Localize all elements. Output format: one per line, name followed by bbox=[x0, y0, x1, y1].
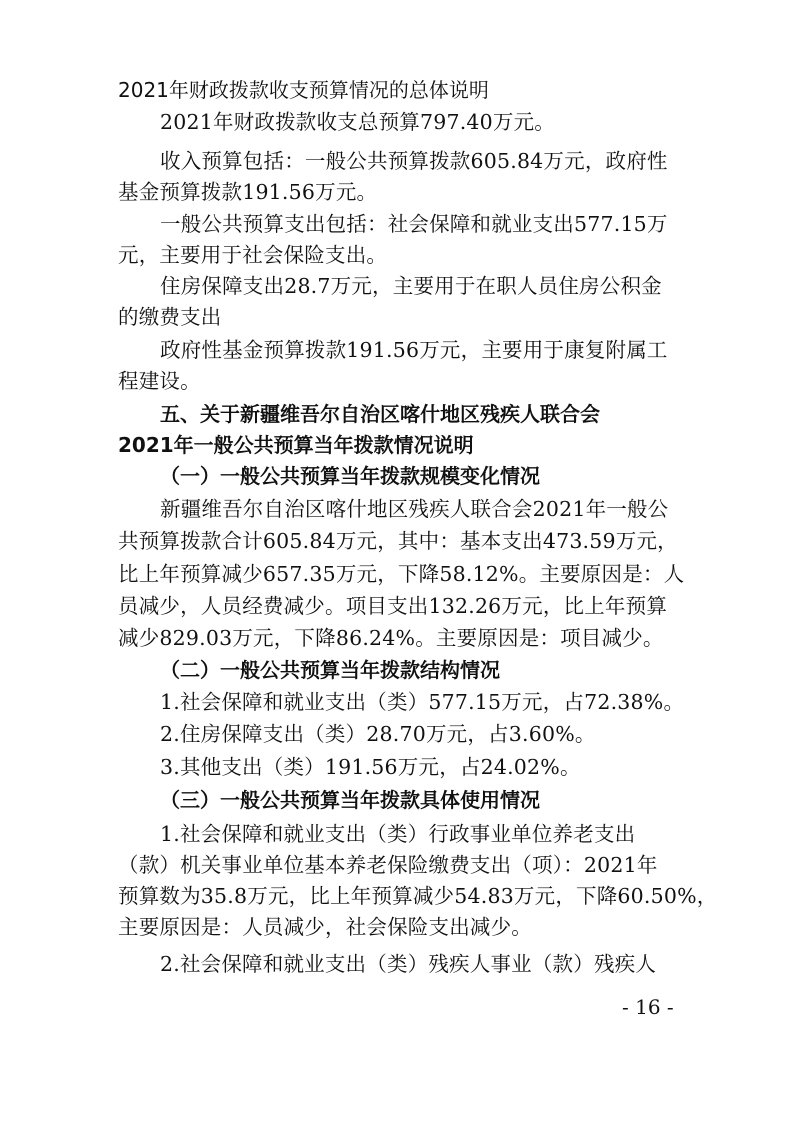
paragraph-income-line-2: 基金预算拨款191.56万元。 bbox=[118, 180, 378, 204]
section-five-heading-line-1: 五、关于新疆维吾尔自治区喀什地区残疾人联合会 bbox=[160, 402, 600, 426]
subsection-one-line-1: 新疆维吾尔自治区喀什地区残疾人联合会2021年一般公 bbox=[160, 497, 669, 521]
paragraph-expenditure-line-1: 一般公共预算支出包括：社会保障和就业支出577.15万 bbox=[160, 212, 668, 236]
subsection-three-item-1-line-1: 1.社会保障和就业支出（类）行政事业单位养老支出 bbox=[160, 822, 636, 846]
subsection-three-item-1-line-3: 预算数为35.8万元，比上年预算减少54.83万元，下降60.50%， bbox=[118, 884, 718, 908]
paragraph-fund-line-1: 政府性基金预算拨款191.56万元，主要用于康复附属工 bbox=[160, 338, 668, 362]
paragraph-housing-line-2: 的缴费支出 bbox=[118, 305, 222, 329]
paragraph-expenditure-line-2: 元，主要用于社会保险支出。 bbox=[118, 243, 388, 267]
subsection-two-heading: （二）一般公共预算当年拨款结构情况 bbox=[160, 658, 500, 682]
subsection-three-item-1-line-2: （款）机关事业单位基本养老保险缴费支出（项）：2021年 bbox=[118, 853, 658, 877]
subsection-two-item-1: 1.社会保障和就业支出（类）577.15万元，占72.38%。 bbox=[160, 690, 685, 714]
paragraph-housing-line-1: 住房保障支出28.7万元，主要用于在职人员住房公积金 bbox=[160, 274, 662, 298]
page-number: - 16 - bbox=[622, 995, 674, 1019]
section-five-heading-line-2: 2021年一般公共预算当年拨款情况说明 bbox=[118, 433, 474, 457]
subsection-one-heading: （一）一般公共预算当年拨款规模变化情况 bbox=[160, 464, 540, 488]
subsection-three-item-1-line-4: 主要原因是：人员减少，社会保险支出减少。 bbox=[118, 915, 532, 939]
subsection-one-line-5: 减少829.03万元，下降86.24%。主要原因是：项目减少。 bbox=[118, 626, 664, 650]
paragraph-income-line-1: 收入预算包括：一般公共预算拨款605.84万元，政府性 bbox=[160, 149, 668, 173]
subsection-two-item-3: 3.其他支出（类）191.56万元，占24.02%。 bbox=[160, 755, 581, 779]
subsection-three-heading: （三）一般公共预算当年拨款具体使用情况 bbox=[160, 788, 540, 812]
subsection-one-line-3: 比上年预算减少657.35万元，下降58.12%。主要原因是：人 bbox=[118, 562, 685, 586]
subsection-one-line-2: 共预算拨款合计605.84万元，其中：基本支出473.59万元， bbox=[118, 529, 678, 553]
subsection-two-item-2: 2.住房保障支出（类）28.70万元，占3.60%。 bbox=[160, 722, 596, 746]
paragraph-fund-line-2: 程建设。 bbox=[118, 369, 201, 393]
paragraph-total-budget: 2021年财政拨款收支总预算797.40万元。 bbox=[160, 110, 555, 134]
section-title: 2021年财政拨款收支预算情况的总体说明 bbox=[118, 78, 489, 102]
subsection-one-line-4: 员减少，人员经费减少。项目支出132.26万元，比上年预算 bbox=[118, 594, 668, 618]
subsection-three-item-2-line-1: 2.社会保障和就业支出（类）残疾人事业（款）残疾人 bbox=[160, 952, 657, 976]
